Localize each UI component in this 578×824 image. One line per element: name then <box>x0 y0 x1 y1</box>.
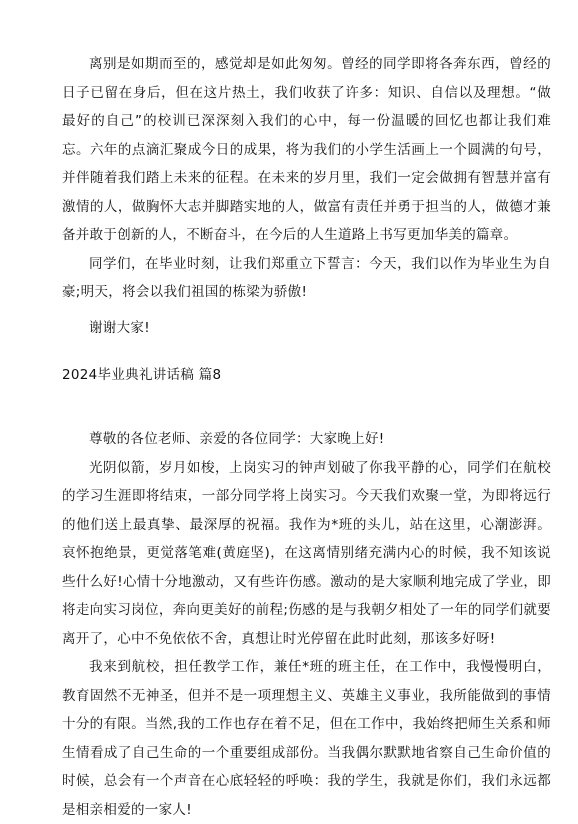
document-page <box>62 50 551 824</box>
spacer <box>62 389 551 425</box>
paragraph-thanks: 谢谢大家! <box>89 319 150 336</box>
spacer <box>62 307 551 314</box>
paragraph-farewell: 离别是如期而至的，感觉却是如此匆匆。曾经的同学即将各奔东西，曾经的日子已留在身后，但在这片热土，我们收获了许多：知识、自信以及理想。“做最好的自己”的校训已深深刻入我们的心中，每一份温暖的回忆也都让我们难忘。六年的点滴汇聚成今日的成果，将为我们的小学生活画上一个圆满的句号，并伴随着我们踏上未来的征程。在未来的岁月里，我们一定会做拥有智慧并富有激情的人，做胸怀大志并脚踏实地的人，做富有责任并勇于担当的人，做德才兼备并敢于创新的人，不断奋斗，在今后的人生道路上书写更加华美的篇章。 <box>62 56 551 243</box>
paragraph-internship: 光阴似箭，岁月如梭，上岗实习的钟声划破了你我平静的心，同学们在航校的学习生涯即将结束，一部分同学将上岗实习。今天我们欢聚一堂，为即将远行的他们送上最真挚、最深厚的祝福。我作为*班的头儿，站在这里，心潮澎湃。哀怀抱绝景，更觉落笔难(黄庭坚)，在这离情别绪充满内心的时候，我不知该说些什么好!心情十分地激动，又有些许伤感。激动的是大家顺利地完成了学业，即将走向实习岗位，奔向更美好的前程;伤感的是与我朝夕相处了一年的同学们就要离开了，心中不免依依不舍，真想让时光停留在此时此刻，那该多好呀! <box>62 459 551 647</box>
paragraph-oath: 同学们，在毕业时刻，让我们郑重立下誓言：今天，我们以作为毕业生为自豪;明天，将会以我们祖国的栋梁为骄傲! <box>62 255 551 300</box>
section-title: 2024毕业典礼讲话稿 篇8 <box>62 367 222 383</box>
paragraph-greeting: 尊敬的各位老师、亲爱的各位同学：大家晚上好! <box>89 431 385 447</box>
spacer <box>62 342 551 361</box>
paragraph-teaching: 我来到航校，担任教学工作，兼任*班的班主任，在工作中，我慢慢明白，教育固然不无神圣，但并不是一项理想主义、英雄主义事业，我所能做到的事情十分的有限。当然,我的工作也存在着不足，但在工作中，我始终把师生关系和师生情看成了自己生命的一个重要组成部份。当我偶尔默默地省察自己生命价值的时候，总会有一个声音在心底轻轻的呼唤：我的学生，我就是你们，我们永远都是相亲相爱的一家人! <box>62 659 551 818</box>
